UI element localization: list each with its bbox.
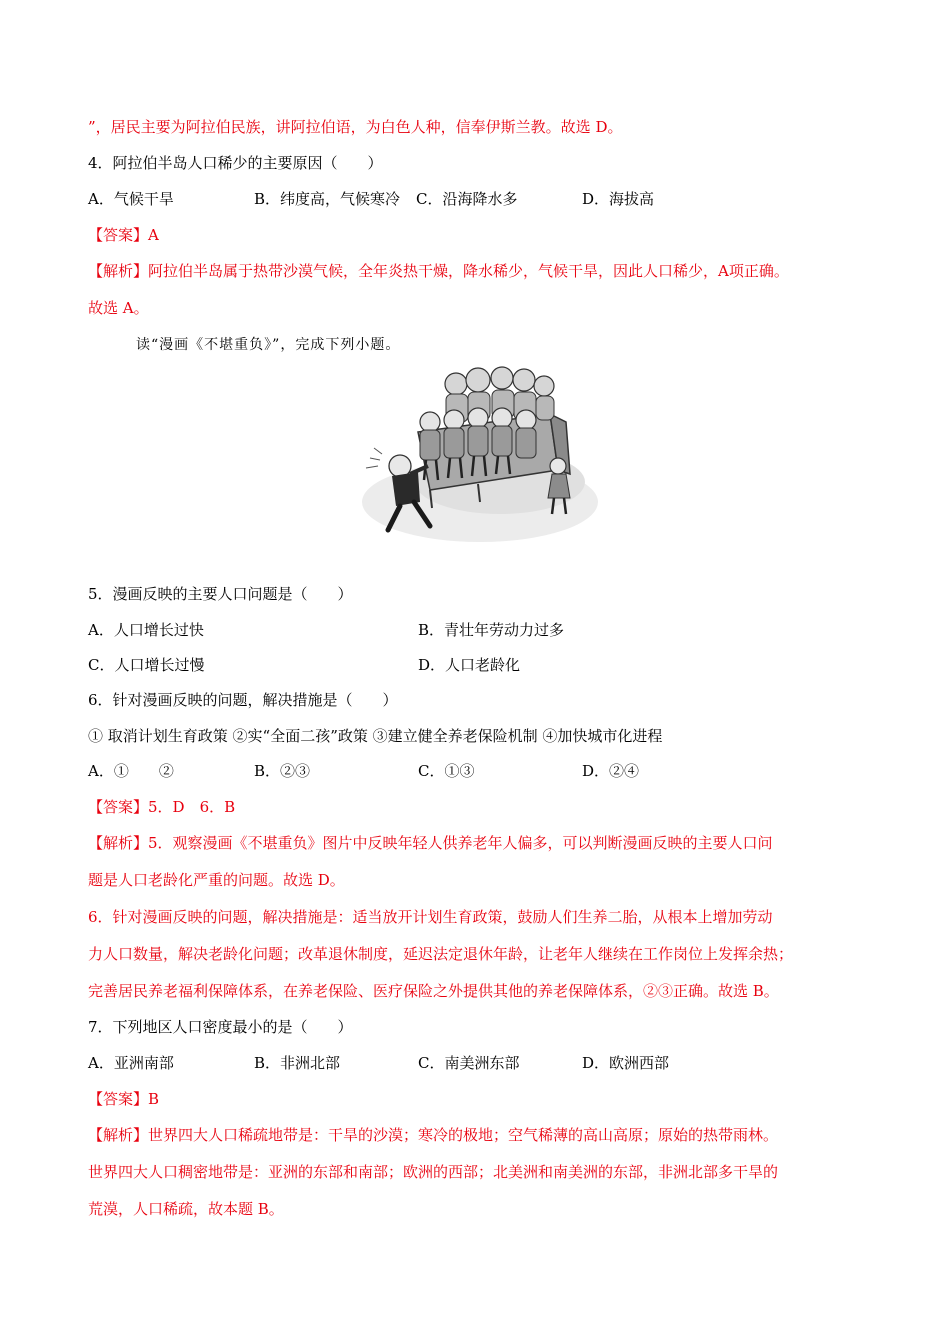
q7-options [88,1052,870,1074]
q4-analysis-line-2: 故选 A。 [88,299,149,317]
q6-option-d: D．②④ [582,762,640,780]
q5-option-d: D．人口老龄化 [418,656,521,674]
q4-option-c: C．沿海降水多 [416,190,518,208]
q7-option-c: C．南美洲东部 [418,1054,520,1072]
q4-analysis-line-1: 【解析】阿拉伯半岛属于热带沙漠气候，全年炎热干燥，降水稀少，气候干旱，因此人口稀少，A项正确。 [88,262,789,280]
q56-answer: 【答案】5．D 6．B [88,798,236,816]
q6-option-b: B．②③ [254,762,311,780]
q7-analysis-line-2: 世界四大人口稠密地带是：亚洲的东部和南部；欧洲的西部；北美洲和南美洲的东部，非洲北部多干旱的 [88,1163,779,1181]
q4-answer: 【答案】A [88,226,159,244]
q7-stem: 7．下列地区人口密度最小的是（ ） [88,1018,353,1036]
q5-option-c: C．人口增长过慢 [88,656,205,674]
q5-options-row-1 [88,619,870,641]
q56-analysis-line-3: 6．针对漫画反映的问题，解决措施是：适当放开计划生育政策，鼓励人们生养二胎，从根本上增加劳动 [88,908,773,926]
q7-option-b: B．非洲北部 [254,1054,341,1072]
q7-option-a: A．亚洲南部 [88,1054,174,1072]
material-intro: 读“漫画《不堪重负》”，完成下列小题。 [136,337,401,353]
q5-option-b: B．青壮年劳动力过多 [418,621,565,639]
q6-option-c: C．①③ [418,762,475,780]
q4-option-b: B．纬度高，气候寒冷 [254,190,401,208]
q56-analysis-line-4: 力人口数量，解决老龄化问题；改革退休制度，延迟法定退休年龄，让老年人继续在工作岗位上发挥余热； [88,945,794,963]
q56-analysis-line-5: 完善居民养老福利保障体系，在养老保险、医疗保险之外提供其他的养老保障体系，②③正确。故选 B。 [88,982,779,1000]
q56-analysis-line-1: 【解析】5．观察漫画《不堪重负》图片中反映年轻人供养老年人偏多，可以判断漫画反映的主要人口问 [88,834,773,852]
q6-measures: ① 取消计划生育政策 ②实“全面二孩”政策 ③建立健全养老保险机制 ④加快城市化进程 [88,727,663,745]
q5-stem: 5．漫画反映的主要人口问题是（ ） [88,585,353,603]
q56-analysis-line-2: 题是人口老龄化严重的问题。故选 D。 [88,871,345,889]
q7-answer: 【答案】B [88,1090,160,1108]
q4-option-a: A．气候干旱 [88,190,174,208]
q5-option-a: A．人口增长过快 [88,621,204,639]
q5-options-row-2 [88,654,870,676]
q7-analysis-line-3: 荒漠，人口稀疏，故本题 B。 [88,1200,284,1218]
q6-stem: 6．针对漫画反映的问题，解决措施是（ ） [88,691,398,709]
q6-option-a: A．① ② [88,762,174,780]
q4-option-d: D．海拔高 [582,190,655,208]
q6-options [88,760,870,782]
q4-options [88,188,870,210]
cartoon-illustration [360,362,600,548]
q3-analysis-tail: ”，居民主要为阿拉伯民族，讲阿拉伯语，为白色人种，信奉伊斯兰教。故选 D。 [88,118,623,136]
q7-analysis-line-1: 【解析】世界四大人口稀疏地带是：干旱的沙漠；寒冷的极地；空气稀薄的高山高原；原始的热带雨林。 [88,1126,779,1144]
q7-option-d: D．欧洲西部 [582,1054,670,1072]
q4-stem: 4．阿拉伯半岛人口稀少的主要原因（ ） [88,154,383,172]
